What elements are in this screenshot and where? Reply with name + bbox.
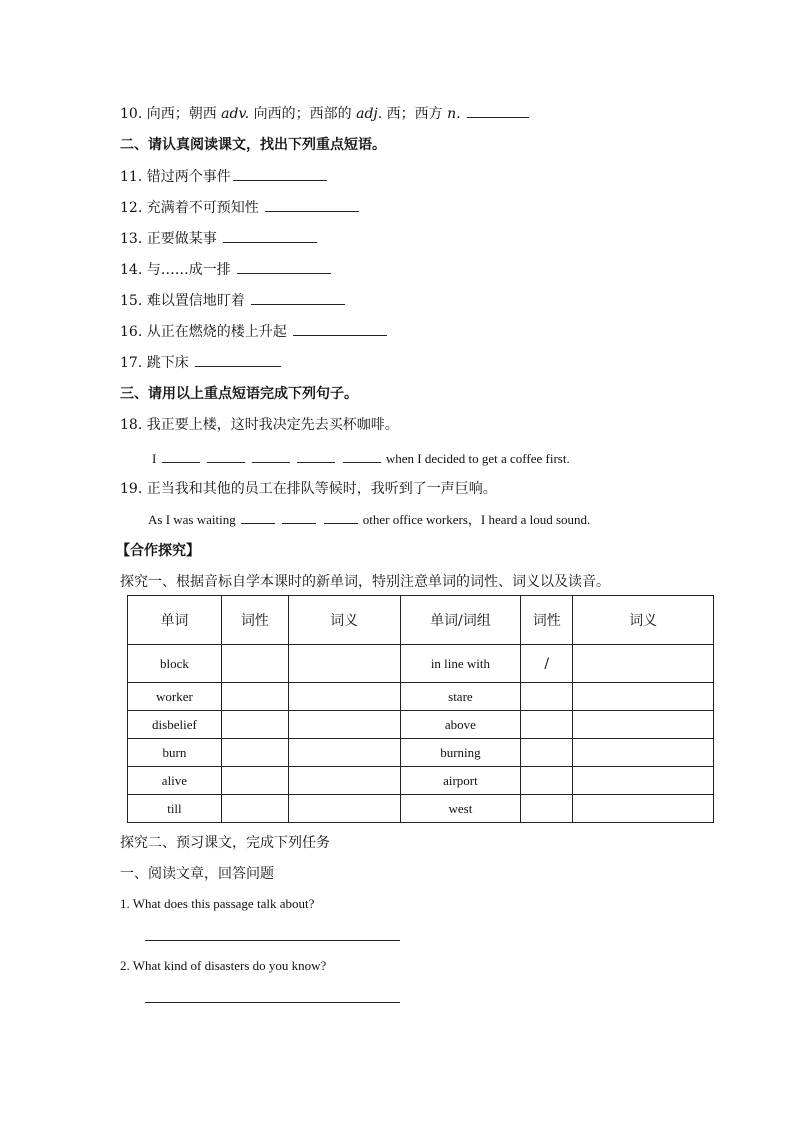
answer-blank[interactable] [237,259,331,274]
table-row [128,683,714,711]
meaning-cell[interactable] [573,795,714,823]
word-cell: worker [128,683,222,711]
vocabulary-table [127,595,714,823]
table-row [128,767,714,795]
question-10: 10. 向西；朝西 adv. 向西的；西部的 adj. 西；西方 n. [120,103,531,123]
question-19-english: As I was waiting other office workers，I heard a loud sound. [148,509,590,528]
pos-cell[interactable] [521,795,573,823]
meaning-cell[interactable] [288,711,400,739]
header-meaning: 词义 [288,596,400,645]
cooperation-heading: 【合作探究】 [116,543,200,559]
pos-cell[interactable] [221,683,288,711]
table-row [128,711,714,739]
answer-blank[interactable] [265,197,359,212]
word-cell: stare [400,683,521,711]
answer-blank[interactable] [233,166,327,181]
answer-blank[interactable] [297,448,335,463]
pos-cell[interactable] [221,767,288,795]
meaning-cell[interactable] [573,683,714,711]
section-3-heading: 三、请用以上重点短语完成下列句子。 [120,386,358,402]
pos-cell[interactable] [221,739,288,767]
pos-cell[interactable] [521,711,573,739]
phrase-13: 13. 正要做某事 [120,228,319,248]
pos-cell[interactable] [221,645,288,683]
question-18-english: I when I decided to get a coffee first. [152,448,570,467]
meaning-cell[interactable] [573,645,714,683]
answer-blank[interactable] [162,448,200,463]
pos-cell[interactable] [521,739,573,767]
pos-cell[interactable] [521,683,573,711]
question-2: 2. What kind of disasters do you know? [120,958,327,973]
section-2-heading: 二、请认真阅读课文，找出下列重点短语。 [120,137,386,153]
answer-blank[interactable] [324,509,358,524]
meaning-cell[interactable] [573,739,714,767]
word-cell: burning [400,739,521,767]
header-word-phrase: 单词/词组 [400,596,521,645]
word-cell: disbelief [128,711,222,739]
answer-blank[interactable] [252,448,290,463]
phrase-14: 14. 与……成一排 [120,259,333,279]
word-cell: block [128,645,222,683]
table-header-row [128,596,714,645]
task-1-heading: 一、阅读文章，回答问题 [120,866,274,882]
meaning-cell[interactable] [288,645,400,683]
answer-line-2[interactable] [145,1002,400,1003]
answer-line-1[interactable] [145,940,400,941]
pos-cell: / [521,645,573,683]
phrase-15: 15. 难以置信地盯着 [120,290,347,310]
meaning-cell[interactable] [288,767,400,795]
meaning-cell[interactable] [288,795,400,823]
question-19-chinese: 19. 正当我和其他的员工在排队等候时，我听到了一声巨响。 [120,481,497,497]
answer-blank[interactable] [251,290,345,305]
explore-2-instruction: 探究二、预习课文，完成下列任务 [120,835,330,851]
meaning-cell[interactable] [288,739,400,767]
word-cell: till [128,795,222,823]
meaning-cell[interactable] [573,711,714,739]
answer-blank[interactable] [282,509,316,524]
word-cell: airport [400,767,521,795]
answer-blank[interactable] [467,103,529,118]
header-pos: 词性 [521,596,573,645]
pos-cell[interactable] [221,795,288,823]
question-1: 1. What does this passage talk about? [120,896,315,911]
phrase-12: 12. 充满着不可预知性 [120,197,361,217]
word-cell: west [400,795,521,823]
answer-blank[interactable] [343,448,381,463]
header-word: 单词 [128,596,222,645]
word-cell: in line with [400,645,521,683]
pos-cell[interactable] [521,767,573,795]
word-cell: alive [128,767,222,795]
pos-cell[interactable] [221,711,288,739]
meaning-cell[interactable] [288,683,400,711]
phrase-16: 16. 从正在燃烧的楼上升起 [120,321,389,341]
table-row [128,739,714,767]
header-pos: 词性 [221,596,288,645]
answer-blank[interactable] [293,321,387,336]
phrase-17: 17. 跳下床 [120,352,283,372]
word-cell: above [400,711,521,739]
answer-blank[interactable] [195,352,281,367]
phrase-11: 11. 错过两个事件 [120,166,329,186]
answer-blank[interactable] [241,509,275,524]
word-cell: burn [128,739,222,767]
header-meaning: 词义 [573,596,714,645]
answer-blank[interactable] [223,228,317,243]
explore-1-instruction: 探究一、根据音标自学本课时的新单词，特别注意单词的词性、词义以及读音。 [120,574,610,590]
question-18-chinese: 18. 我正要上楼，这时我决定先去买杯咖啡。 [120,417,399,433]
answer-blank[interactable] [207,448,245,463]
table-row [128,645,714,683]
table-row [128,795,714,823]
meaning-cell[interactable] [573,767,714,795]
